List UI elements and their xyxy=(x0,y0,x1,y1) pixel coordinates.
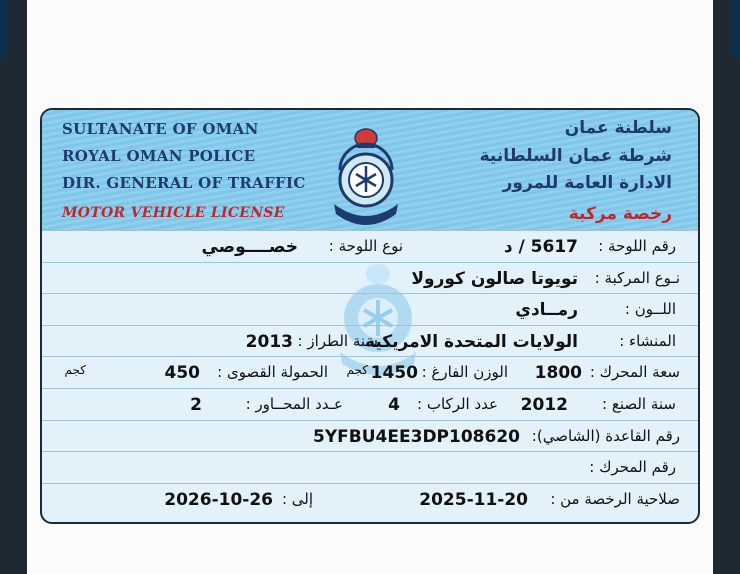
passengers-label: عدد الركاب : xyxy=(417,394,498,413)
plate-type-label: نوع اللوحة : xyxy=(328,237,403,255)
axles-label: عـدد المحــاور : xyxy=(245,394,343,413)
mfg-year-label: سنة الصنع : xyxy=(602,394,676,413)
mfg-year-value: 2012 xyxy=(520,394,568,415)
color-label: اللــون : xyxy=(624,300,676,319)
background-strip-right xyxy=(732,0,740,58)
empty-weight-label: الوزن الفارغ : xyxy=(421,363,508,382)
license-fields xyxy=(42,230,698,514)
row-origin xyxy=(42,325,698,357)
police-emblem-icon xyxy=(320,124,412,230)
vehicle-license-card xyxy=(40,108,700,524)
background-strip-left xyxy=(0,0,8,58)
model-year-value: 2013 xyxy=(245,331,293,352)
row-engine-number xyxy=(42,451,698,483)
row-mfg-year xyxy=(42,388,698,420)
model-year-label: سنة الطراز : xyxy=(297,331,378,350)
empty-weight-unit: كجم xyxy=(346,363,368,378)
validity-from-value: 2025-11-20 xyxy=(419,489,528,510)
max-load-label: الحمولة القصوى : xyxy=(217,363,328,382)
validity-to-value: 2026-10-26 xyxy=(164,489,273,510)
engine-capacity-value: 1800 xyxy=(534,363,582,384)
max-load-unit: كجم xyxy=(64,363,86,378)
engine-number-label: رقم المحرك : xyxy=(589,458,676,477)
row-plate xyxy=(42,230,698,262)
header-en-line1: SULTANATE OF OMAN xyxy=(62,120,259,138)
row-chassis xyxy=(42,420,698,452)
header-en-line3: DIR. GENERAL OF TRAFFIC xyxy=(62,174,306,192)
plate-label: رقم اللوحة : xyxy=(598,237,676,255)
vehicle-type-label: نـوع المركبة : xyxy=(594,268,680,287)
document-page xyxy=(27,0,713,574)
row-validity xyxy=(42,483,698,515)
row-engine-weight xyxy=(42,356,698,388)
origin-label: المنشاء : xyxy=(619,331,676,350)
card-header xyxy=(42,110,698,230)
row-vehicle-type xyxy=(42,262,698,294)
row-color xyxy=(42,293,698,325)
header-ar-line3: الادارة العامة للمرور xyxy=(502,173,672,193)
plate-value: 5617 / د xyxy=(503,237,578,257)
max-load-value: 450 xyxy=(164,363,200,384)
engine-capacity-label: سعة المحرك : xyxy=(589,363,680,382)
origin-value: الولايات المتحدة الامريكية xyxy=(365,331,578,352)
validity-from-label: صلاحية الرخصة من : xyxy=(550,489,680,508)
header-en-title: MOTOR VEHICLE LICENSE xyxy=(62,205,285,221)
vehicle-type-value: تويوتا صالون كورولا xyxy=(411,268,578,289)
header-en-line2: ROYAL OMAN POLICE xyxy=(62,147,256,165)
axles-value: 2 xyxy=(190,394,202,415)
empty-weight-value: 1450 xyxy=(370,363,418,384)
header-ar-title: رخصة مركبة xyxy=(568,204,672,224)
header-ar-line1: سلطنة عمان xyxy=(564,118,672,138)
passengers-value: 4 xyxy=(388,394,400,415)
plate-type-value: خصــــوصي xyxy=(201,237,298,257)
chassis-value: 5YFBU4EE3DP108620 xyxy=(313,426,520,447)
color-value: رمــادي xyxy=(515,300,578,321)
chassis-label: رقم القاعدة (الشاصي): xyxy=(531,426,680,445)
header-ar-line2: شرطة عمان السلطانية xyxy=(479,146,672,166)
validity-to-label: إلى : xyxy=(281,489,313,508)
